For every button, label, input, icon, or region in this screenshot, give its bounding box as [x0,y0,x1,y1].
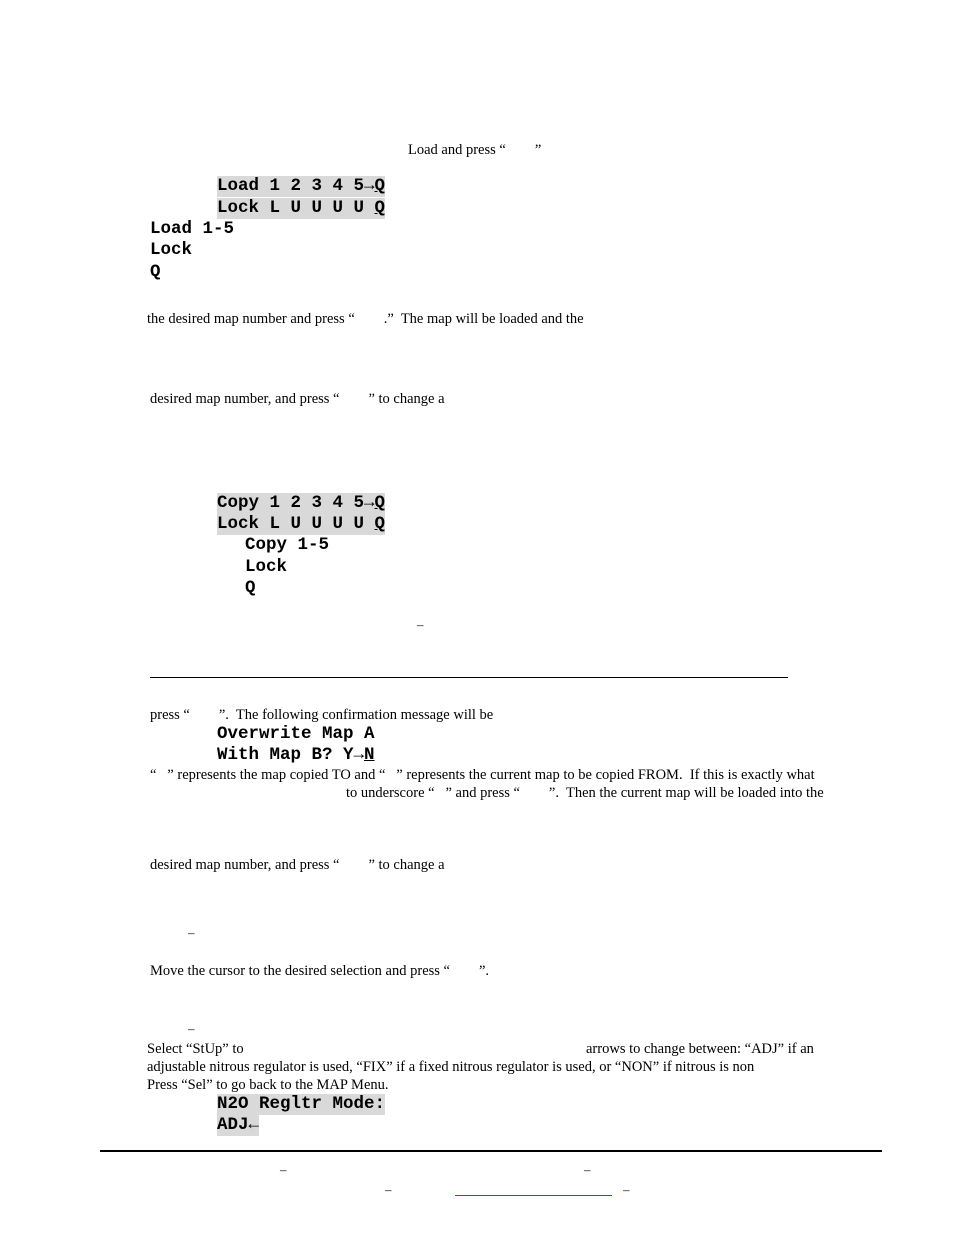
overwrite-paragraph-line-1: “ ” represents the map copied TO and “ ” represents the current map to be copied FROM. If this is exactly what [150,767,815,783]
move-cursor-text: Move the cursor to the desired selection and press “ ”. [150,963,490,979]
setup-lcd-line-1: N2O Regltr Mode: [217,1094,386,1114]
copy-lcd-line-1-cursor: Q [374,493,386,513]
footer-dash-mark: – [280,1162,287,1177]
load-lcd-line-1 [217,176,385,197]
load-intro-text: Load and press “ ” [408,142,542,158]
overwrite-paragraph-line-2: to underscore “ ” and press “ ”. Then the current map will be loaded into the [346,785,824,801]
load-legend-item: Q [150,262,161,282]
load-lcd-line-2-cursor: Q [374,198,386,218]
overwrite-lcd-line-2 [217,745,375,766]
copy-dash-mark: – [417,617,424,632]
copy-lcd-line-2 [217,514,385,535]
overwrite-lcd-line-2-text: With Map B? Y→ [217,745,365,765]
footer-dash-mark: – [385,1182,392,1197]
load-legend-item: Load 1-5 [150,219,235,239]
setup-line-1-left: Select “StUp” to [147,1041,244,1057]
footer-dash-mark: – [584,1162,591,1177]
copy-lcd-line-2-cursor: Q [374,514,386,534]
footer-link-underline[interactable] [455,1195,612,1196]
overwrite-lcd-line-1: Overwrite Map A [217,724,375,744]
copy-lcd-line-1 [217,493,385,514]
copy-lcd-line-1-text: Copy 1 2 3 4 5→ [217,493,375,513]
setup-lcd-line-2 [217,1115,259,1136]
overwrite-lcd-line-2-cursor: N [364,745,375,765]
copy-legend-item: Q [245,578,256,598]
load-legend-item: Lock [150,240,193,260]
footer-dash-mark: – [623,1182,630,1197]
copy-legend-item: Lock [245,557,288,577]
setup-line-3: Press “Sel” to go back to the MAP Menu. [147,1077,389,1093]
footer-rule [100,1150,882,1152]
overwrite-dash-mark: – [188,925,195,940]
load-lcd-line-2-text: Lock L U U U U [217,198,375,218]
load-paragraph-1: the desired map number and press “ .” The map will be loaded and the [147,311,584,327]
load-lcd-line-1-cursor: Q [374,176,386,196]
setup-line-1-right: arrows to change between: “ADJ” if an [586,1041,814,1057]
load-lcd-line-1-text: Load 1 2 3 4 5→ [217,176,375,196]
copy-legend-item: Copy 1-5 [245,535,330,555]
load-paragraph-2: desired map number, and press “ ” to change a [150,391,445,407]
setup-lcd-line-2-text: ADJ [217,1115,249,1135]
overwrite-paragraph-2: desired map number, and press “ ” to change a [150,857,445,873]
setup-lcd-left-arrow-icon: ← [248,1115,260,1135]
overwrite-intro-text: press “ ”. The following confirmation message will be [150,707,494,723]
load-lcd-line-2 [217,198,385,219]
setup-line-2: adjustable nitrous regulator is used, “FIX” if a fixed nitrous regulator is used, or “NON” if nitrous is non [147,1059,755,1075]
copy-lcd-line-2-text: Lock L U U U U [217,514,375,534]
move-dash-mark: – [188,1021,195,1036]
section-divider [150,677,788,678]
